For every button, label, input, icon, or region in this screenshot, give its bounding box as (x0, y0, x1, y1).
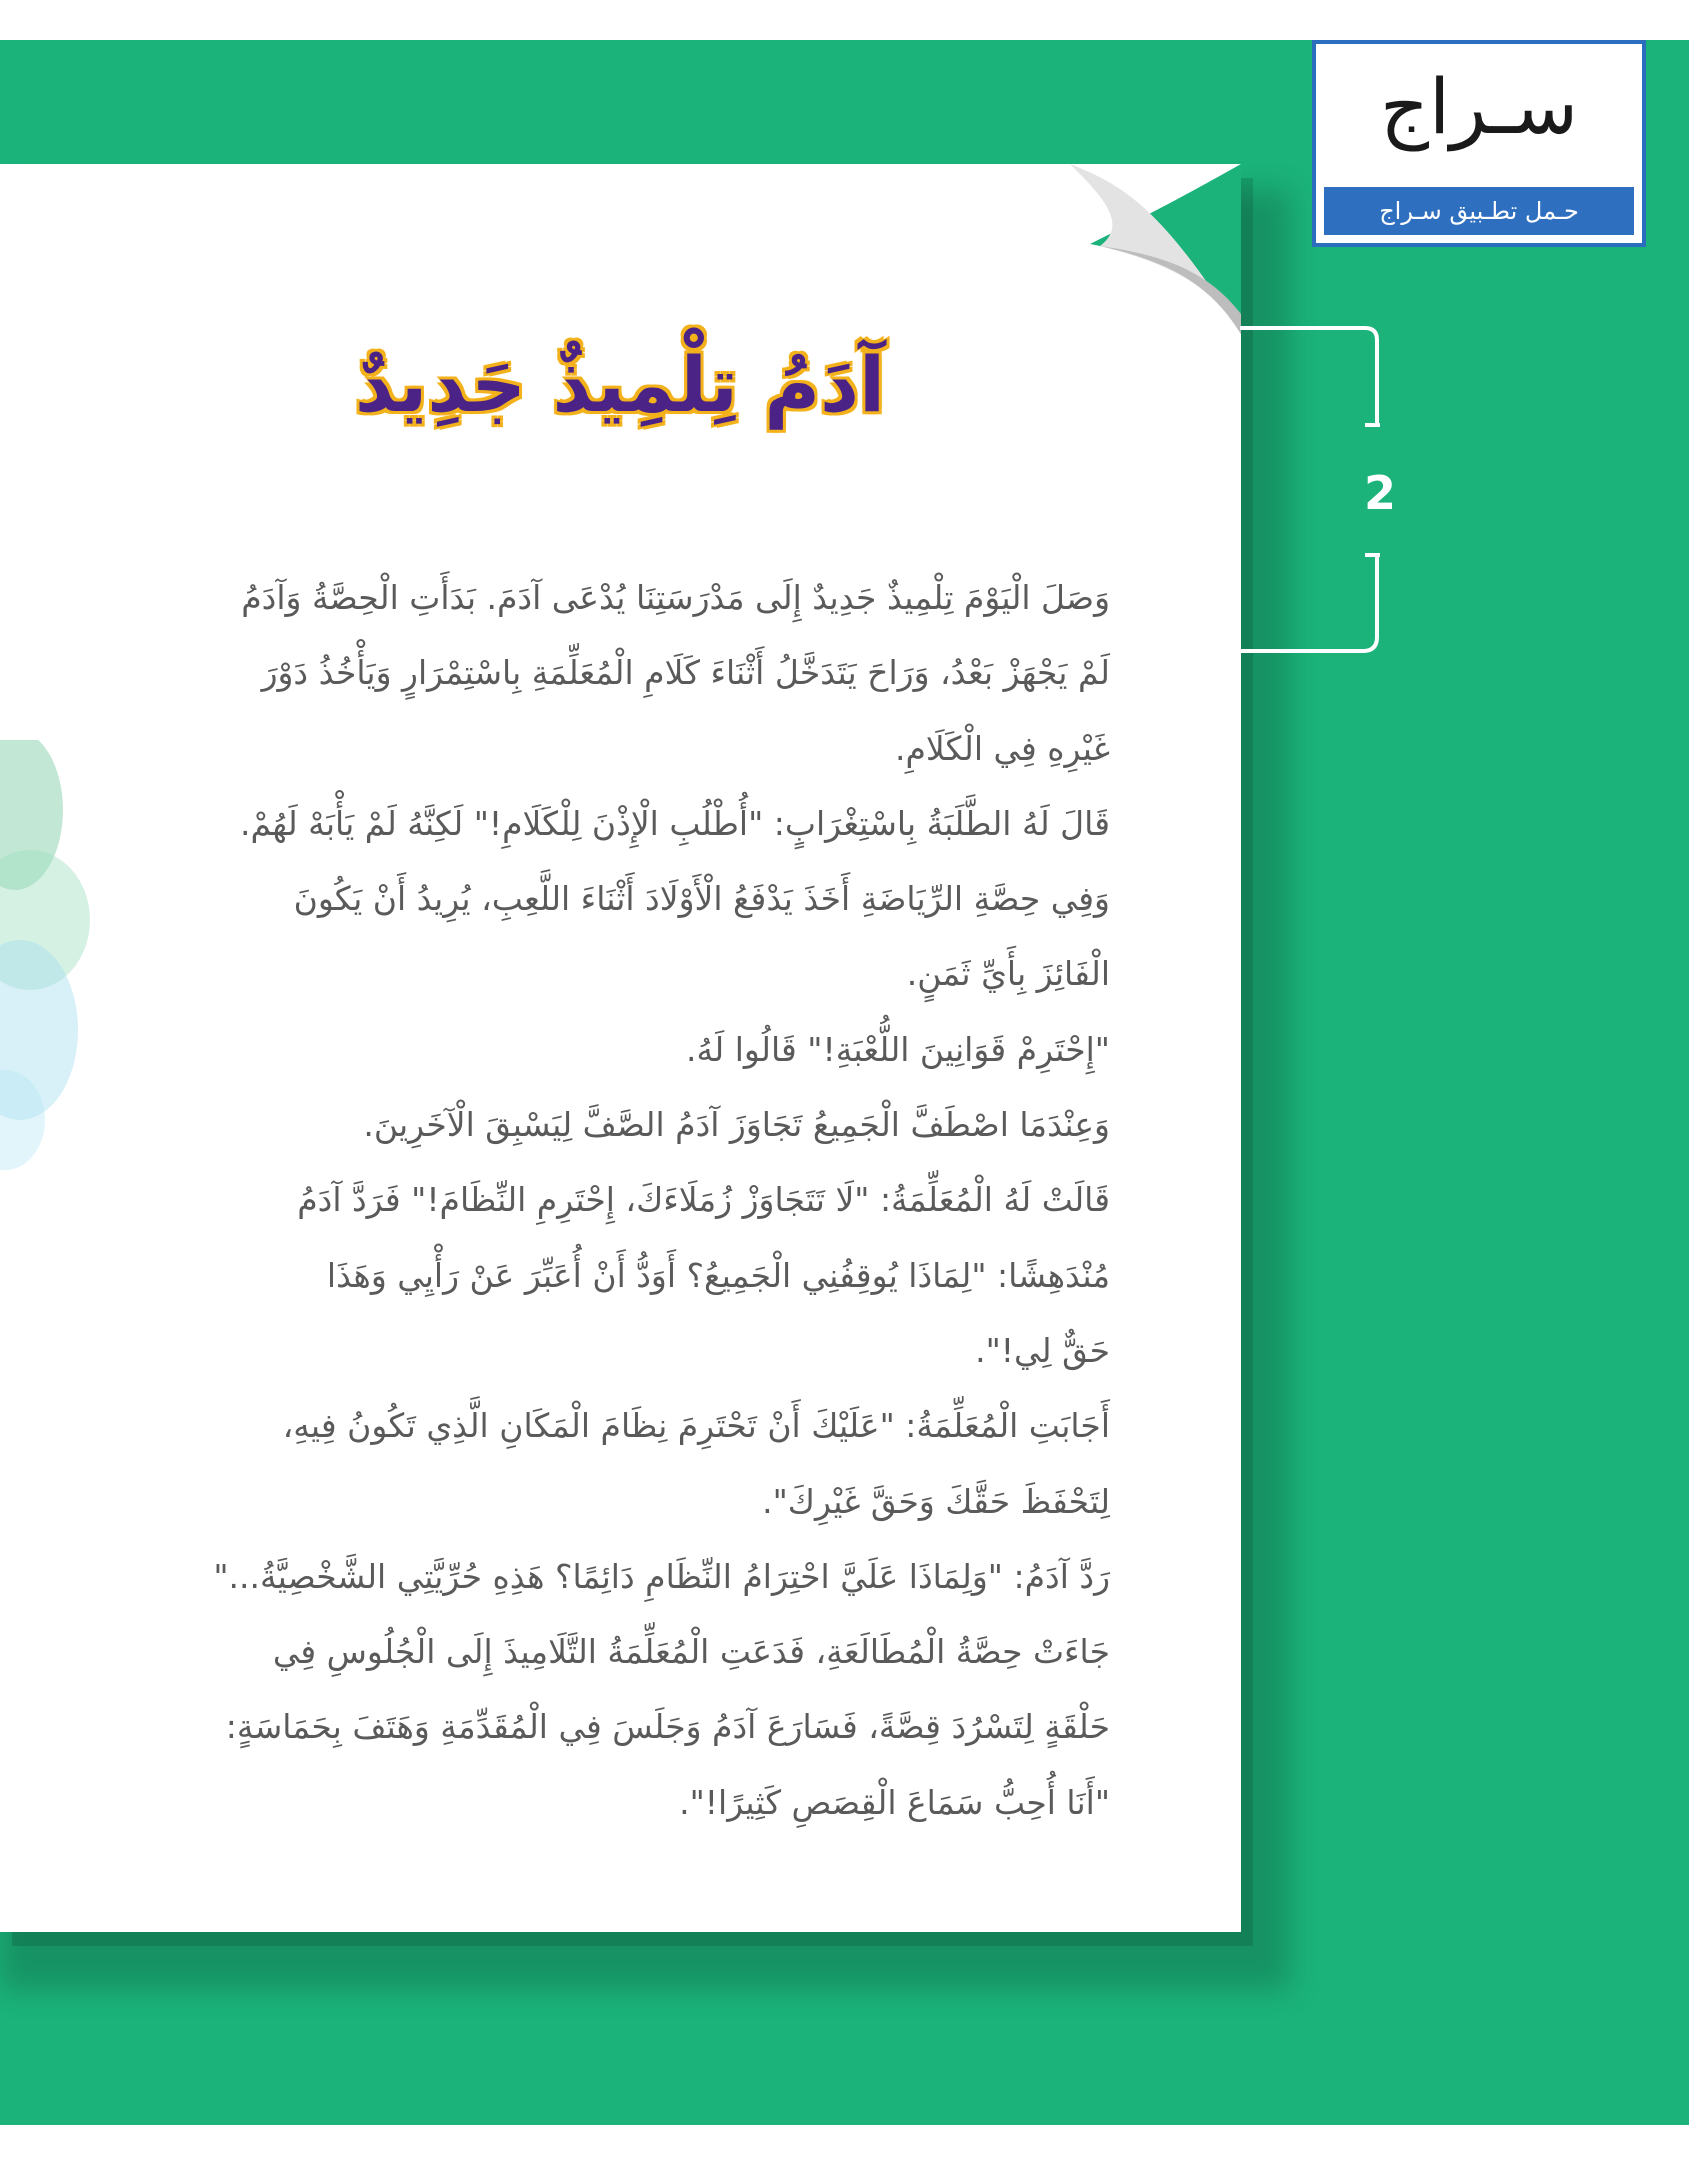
logo-tagline: حـمل تطـبيق سـراج (1324, 187, 1634, 235)
story-line: غَيْرِهِ فِي الْكَلَامِ. (894, 728, 1110, 768)
siraj-logo[interactable] (1312, 40, 1646, 247)
story-line: مُنْدَهِشًا: "لِمَاذَا يُوقِفُنِي الْجَمِيعُ؟ أَوَدُّ أَنْ أُعَبِّرَ عَنْ رَأْيِي وَهَذَا (326, 1255, 1110, 1295)
story-line: وَصَلَ الْيَوْمَ تِلْمِيذٌ جَدِيدٌ إِلَى مَدْرَسَتِنَا يُدْعَى آدَمَ. بَدَأَتِ الْحِصَّةُ وَآدَمُ (241, 578, 1110, 617)
story-line: رَدَّ آدَمُ: "وَلِمَاذَا عَلَيَّ احْتِرَامُ النِّظَامِ دَائِمًا؟ هَذِهِ حُرِّيَّتِي الشَّخْصِيَّةُ..." (213, 1556, 1110, 1596)
story-line: وَعِنْدَمَا اصْطَفَّ الْجَمِيعُ تَجَاوَزَ آدَمُ الصَّفَّ لِيَسْبِقَ الْآخَرِينَ. (363, 1105, 1110, 1145)
story-line: وَفِي حِصَّةِ الرِّيَاضَةِ أَخَذَ يَدْفَعُ الْأَوْلَادَ أَثْنَاءَ اللَّعِبِ، يُرِيدُ أَنْ يَكُونَ (293, 879, 1110, 919)
story-line: لَمْ يَجْهَزْ بَعْدُ، وَرَاحَ يَتَدَخَّلُ أَثْنَاءَ كَلَامِ الْمُعَلِّمَةِ بِاسْتِمْرَارٍ وَيَأْخُذُ دَوْرَ (261, 653, 1110, 693)
story-line: قَالَتْ لَهُ الْمُعَلِّمَةُ: "لَا تَتَجَاوَزْ زُمَلَاءَكَ، إِحْتَرِمِ النِّظَامَ!" فَرَدَّ آدَمُ (297, 1180, 1110, 1220)
story-line: أَجَابَتِ الْمُعَلِّمَةُ: "عَلَيْكَ أَنْ تَحْتَرِمَ نِظَامَ الْمَكَانِ الَّذِي تَكُونُ فِيهِ، (282, 1406, 1110, 1446)
story-line: جَاءَتْ حِصَّةُ الْمُطَالَعَةِ، فَدَعَتِ الْمُعَلِّمَةُ التَّلَامِيذَ إِلَى الْجُلُوسِ فِي (272, 1632, 1110, 1672)
page-number: 2 (1363, 466, 1396, 520)
story-line: الْفَائِزَ بِأَيِّ ثَمَنٍ. (906, 954, 1110, 994)
page-curl (1060, 164, 1241, 334)
story-line: حَقٌّ لِي!". (975, 1330, 1110, 1370)
watercolor-leaf-decoration (0, 740, 95, 1170)
logo-word: سـراج (1379, 62, 1579, 151)
story-title: آدَمُ تِلْمِيذٌ جَدِيدٌ (354, 340, 886, 429)
story-line: "أَنَا أُحِبُّ سَمَاعَ الْقِصَصِ كَثِيرًا!". (679, 1782, 1110, 1822)
story-line: قَالَ لَهُ الطَّلَبَةُ بِاسْتِغْرَابٍ: "أُطْلُبِ الْإِذْنَ لِلْكَلَامِ!" لَكِنَّهُ لَمْ يَأْبَهْ لَهُمْ. (239, 803, 1110, 843)
story-line: لِتَحْفَظَ حَقَّكَ وَحَقَّ غَيْرِكَ". (762, 1481, 1110, 1521)
story-line: "إِحْتَرِمْ قَوَانِينَ اللُّعْبَةِ!" قَالُوا لَهُ. (685, 1029, 1110, 1069)
story-body (150, 560, 1110, 1840)
story-line: حَلْقَةٍ لِتَسْرُدَ قِصَّةً، فَسَارَعَ آدَمُ وَجَلَسَ فِي الْمُقَدِّمَةِ وَهَتَفَ بِحَمَاسَةٍ: (225, 1707, 1110, 1747)
